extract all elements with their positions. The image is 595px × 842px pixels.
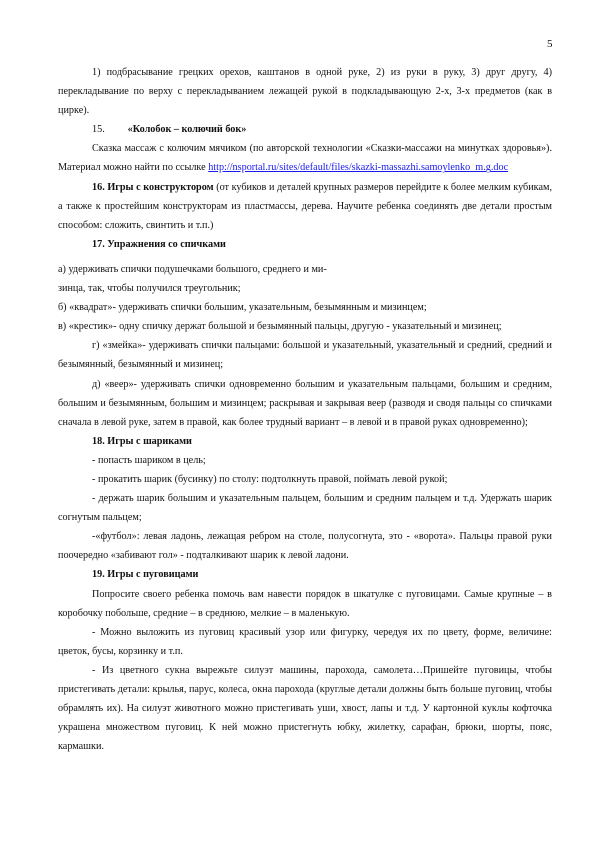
paragraph-16-text: (от кубиков и деталей крупных размеров перейдите к более мелким кубикам, а также к простейшим конструкторам из пластмассы, дерева. Научите ребенка соединять две детали простым способом: сложить, свинтить и т.п.) — [58, 181, 552, 231]
heading-19: 19. Игры с пуговицами — [92, 569, 199, 581]
paragraph-15 — [58, 139, 552, 177]
buttons-paragraph-3: - Из цветного сукна вырежьте силуэт машины, парохода, самолета…Пришейте пуговицы, чтобы пристегивать детали: крылья, парус, колеса, окна парохода (круглые детали должны быть больше пуговиц, чтобы обрамлять их). На силуэт животного можно пристегивать уши, хвост, лапы и т.д. У картонной куклы кофточка украшена множеством пуговиц. К ней можно пристегнуть юбку, жилетку, сарафан, брюки, шорты, пояс, кармашки. — [58, 664, 552, 753]
matches-item-a-line-2: зинца, так, чтобы получился треугольник; — [58, 283, 241, 295]
balls-item-4: -«футбол»: левая ладонь, лежащая ребром на столе, полусогнута, это - «ворота». Пальцы правой руки поочередно «забивают гол» - подталкивают шарик к левой ладони. — [58, 531, 552, 562]
heading-15-title: «Колобок – колючий бок» — [127, 124, 247, 136]
heading-17: 17. Упражнения со спичками — [92, 238, 226, 250]
paragraph-throwing-nuts: 1) подбрасывание грецких орехов, каштанов в одной руке, 2) из руки в руку, 3) друг другу, 4) перекладывание по верху с перекладыванием лежащей рукой в подкладывающую 2-х, 3-х предметов (как в цирке). — [58, 67, 552, 117]
heading-15 — [58, 120, 552, 139]
paragraph-16 — [58, 178, 552, 235]
matches-item-g: г) «змейка»- удерживать спички пальцами: большой и указательный, указательный и средний, средний и безымянный, безымянный и мизинец; — [58, 340, 552, 371]
balls-item-2: - прокатить шарик (бусинку) по столу: подтолкнуть правой, поймать левой рукой; — [92, 473, 448, 485]
page-number: 5 — [547, 38, 553, 50]
heading-16-title: 16. Игры с конструктором — [92, 181, 214, 193]
matches-item-v: в) «крестик»- одну спичку держат большой и безымянный пальцы, другую - указательный и мизинец; — [58, 321, 502, 333]
buttons-paragraph-1: Попросите своего ребенка помочь вам навести порядок в шкатулке с пуговицами. Самые крупные – в коробочку побольше, средние – в среднюю, мелкие – в маленькую. — [58, 588, 552, 619]
balls-item-3: - держать шарик большим и указательным пальцем, большим и средним пальцем и т.д. Удержать шарик согнутым пальцем; — [58, 493, 552, 524]
balls-item-1: - попасть шариком в цель; — [92, 454, 206, 466]
buttons-paragraph-2: - Можно выложить из пуговиц красивый узор или фигурку, чередуя их по цвету, форме, величине: цветок, бусы, корзинку и т.п. — [58, 626, 552, 657]
matches-item-d: д) «веер»- удерживать спички одновременно большим и указательным пальцами, большим и средним, большим и безымянным, большим и мизинцем; раскрывая и закрывая веер (разводя и сводя пальцы со спичками сначала в левой руке, затем в правой, как более трудный вариант – в левой и в правой руках одновременно); — [58, 378, 552, 428]
page-content — [58, 63, 552, 756]
heading-18: 18. Игры с шариками — [92, 435, 192, 447]
paragraph-15-text: Сказка массаж с колючим мячиком (по авторской технологии «Сказки-массажи на минутках здоровья»). Материал можно найти по ссылке — [58, 143, 552, 174]
matches-item-b: б) «квадрат»- удерживать спички большим, указательным, безымянным и мизинцем; — [58, 302, 427, 314]
materials-link[interactable]: http://nsportal.ru/sites/default/files/skazki-massazhi.samoylenko_m.g.doc — [208, 162, 509, 174]
heading-15-number: 15. — [92, 124, 105, 136]
matches-item-a-line-1: а) удерживать спички подушечками большого, среднего и ми- — [58, 263, 327, 275]
